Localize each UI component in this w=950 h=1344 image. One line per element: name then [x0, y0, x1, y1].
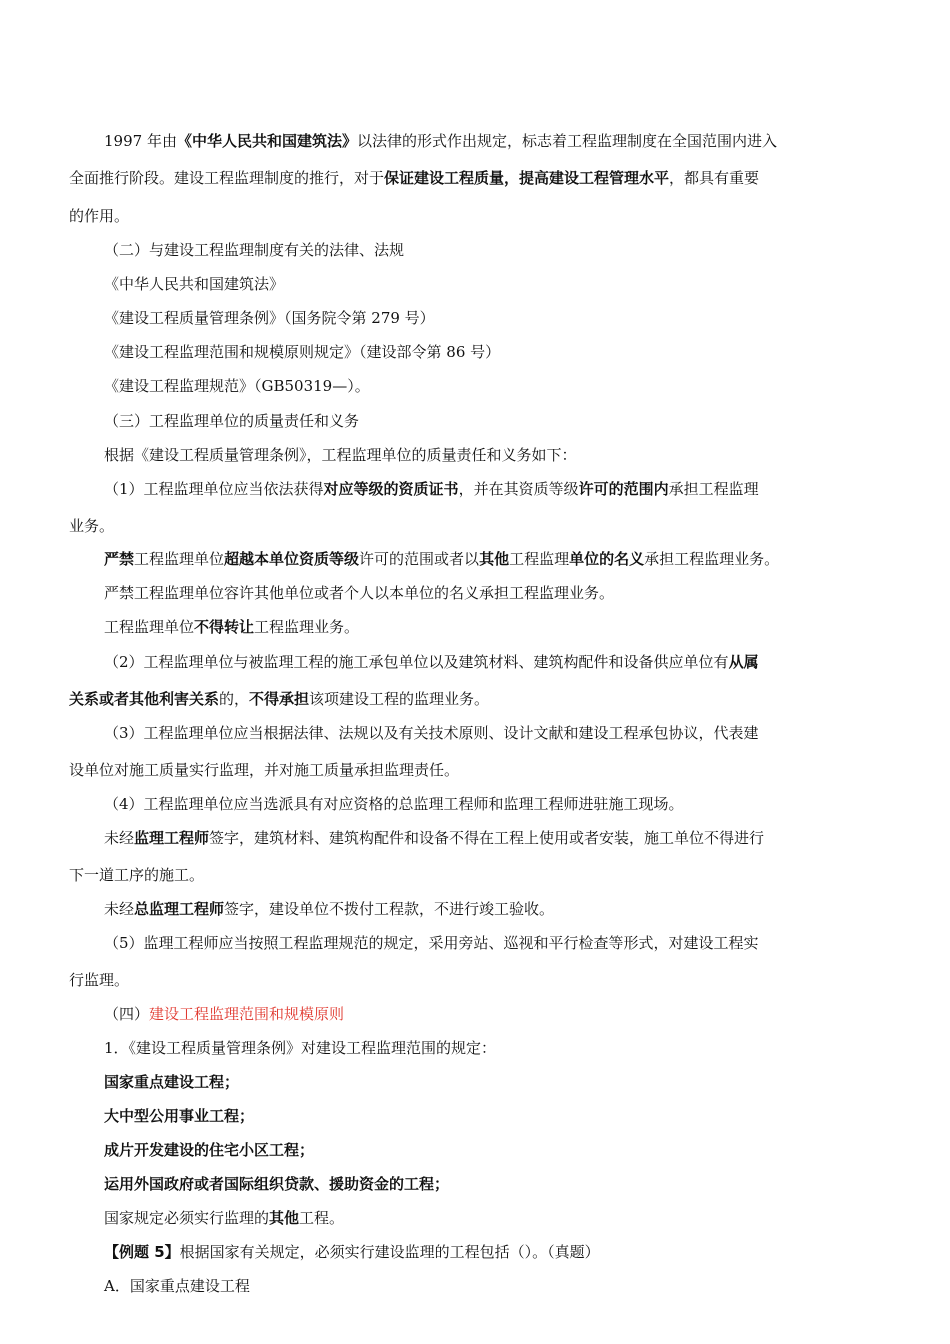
item-2-line-1	[104, 652, 759, 672]
bold-span: 国家重点建设工程；	[104, 1073, 240, 1091]
law-item: 《中华人民共和国建筑法》	[104, 275, 285, 293]
text-span: （2）工程监理单位与被监理工程的施工承包单位以及建筑材料、建筑构配件和设备供应单位有	[104, 653, 729, 671]
scope-item	[104, 1140, 314, 1160]
text-span: 未经	[104, 900, 135, 918]
text-span: （1）工程监理单位应当依法获得	[104, 480, 324, 498]
item-3-line-1: （3）工程监理单位应当根据法律、法规以及有关技术原则、设计文献和建设工程承包协议，代表建	[104, 724, 759, 742]
bold-span: 大中型公用事业工程；	[104, 1107, 255, 1125]
section-2-heading: （二）与建设工程监理制度有关的法律、法规	[104, 241, 405, 259]
bold-span: 不得承担	[249, 690, 310, 708]
text-span: （四）	[104, 1005, 150, 1023]
text-span: ，都具有重要	[669, 169, 760, 187]
sign-2	[104, 899, 554, 919]
law-item: 《建设工程监理规范》（GB50319—）。	[104, 377, 370, 395]
text-span: 全面推行阶段。建设工程监理制度的推行，对于	[69, 169, 385, 187]
bold-span: 运用外国政府或者国际组织贷款、援助资金的工程；	[104, 1175, 450, 1193]
scope-item	[104, 1174, 449, 1194]
bold-span: 关系或者其他利害关系	[69, 690, 220, 708]
scope-other	[104, 1208, 344, 1228]
text-span: 根据国家有关规定，必须实行建设监理的工程包括（）。（真题）	[179, 1243, 600, 1261]
sign-1-line-2: 下一道工序的施工。	[69, 866, 205, 884]
text-span: 该项建设工程的监理业务。	[309, 690, 490, 708]
item-5-line-1: （5）监理工程师应当按照工程监理规范的规定，采用旁站、巡视和平行检查等形式，对建设工程实	[104, 934, 759, 952]
text-span: 工程。	[299, 1209, 345, 1227]
text-span: 承担工程监理业务。	[644, 550, 780, 568]
bold-span: 监理工程师	[134, 829, 210, 847]
section-3-heading: （三）工程监理单位的质量责任和义务	[104, 412, 360, 430]
bold-span: 单位的名义	[569, 550, 645, 568]
text-span: 未经	[104, 829, 135, 847]
text-span: 工程监理	[509, 550, 570, 568]
example-question	[104, 1242, 600, 1262]
example-label: 【例题 5】	[104, 1243, 180, 1261]
text-span: 的，	[219, 690, 250, 708]
para-1-line-2	[69, 168, 759, 188]
section-3-intro: 根据《建设工程质量管理条例》，工程监理单位的质量责任和义务如下：	[104, 446, 577, 464]
text-span: 1997 年由	[104, 132, 177, 150]
scope-item	[104, 1106, 254, 1126]
bold-span: 总监理工程师	[134, 900, 225, 918]
bold-span: 超越本单位资质等级	[224, 550, 360, 568]
text-span: 许可的范围或者以	[359, 550, 480, 568]
item-4: （4）工程监理单位应当选派具有对应资格的总监理工程师和监理工程师进驻施工现场。	[104, 795, 684, 813]
sign-1-line-1	[104, 828, 764, 848]
bold-span: 其他	[479, 550, 510, 568]
law-item: 《建设工程监理范围和规模原则规定》（建设部令第 86 号）	[104, 343, 501, 361]
strict-1	[104, 549, 779, 569]
bold-span: 保证建设工程质量，提高建设工程管理水平	[384, 169, 670, 187]
example-option-a: A．国家重点建设工程	[104, 1277, 250, 1295]
no-transfer	[104, 617, 359, 637]
text-span: 工程监理业务。	[254, 618, 360, 636]
item-5-line-2: 行监理。	[69, 971, 130, 989]
text-span: 以法律的形式作出规定，标志着工程监理制度在全国范围内进入	[356, 132, 777, 150]
text-span: ，并在其资质等级	[458, 480, 579, 498]
bold-span: 许可的范围内	[578, 480, 669, 498]
item-1-line-1	[104, 479, 759, 499]
section-4-heading	[104, 1004, 344, 1024]
scope-item	[104, 1072, 239, 1092]
text-span: 签字，建设单位不拨付工程款，不进行竣工验收。	[224, 900, 555, 918]
bold-span: 《中华人民共和国建筑法》	[176, 132, 357, 150]
para-1-line-3: 的作用。	[69, 207, 130, 225]
bold-span: 从属	[728, 653, 759, 671]
item-1-line-2: 业务。	[69, 517, 115, 535]
para-1-line-1	[104, 131, 777, 151]
bold-span: 其他	[269, 1209, 300, 1227]
strict-2: 严禁工程监理单位容许其他单位或者个人以本单位的名义承担工程监理业务。	[104, 584, 615, 602]
section-4-title: 建设工程监理范围和规模原则	[149, 1005, 345, 1023]
text-span: 承担工程监理	[668, 480, 759, 498]
item-2-line-2	[69, 689, 489, 709]
text-span: 工程监理单位	[104, 618, 195, 636]
section-4-item-1: 1．《建设工程质量管理条例》对建设工程监理范围的规定：	[104, 1039, 497, 1057]
item-3-line-2: 设单位对施工质量实行监理，并对施工质量承担监理责任。	[69, 761, 460, 779]
bold-span: 对应等级的资质证书	[323, 480, 459, 498]
bold-span: 不得转让	[194, 618, 255, 636]
law-item: 《建设工程质量管理条例》（国务院令第 279 号）	[104, 309, 435, 327]
bold-span: 成片开发建设的住宅小区工程；	[104, 1141, 315, 1159]
bold-span: 严禁	[104, 550, 135, 568]
text-span: 国家规定必须实行监理的	[104, 1209, 270, 1227]
text-span: 工程监理单位	[134, 550, 225, 568]
text-span: 签字，建筑材料、建筑构配件和设备不得在工程上使用或者安装，施工单位不得进行	[209, 829, 765, 847]
